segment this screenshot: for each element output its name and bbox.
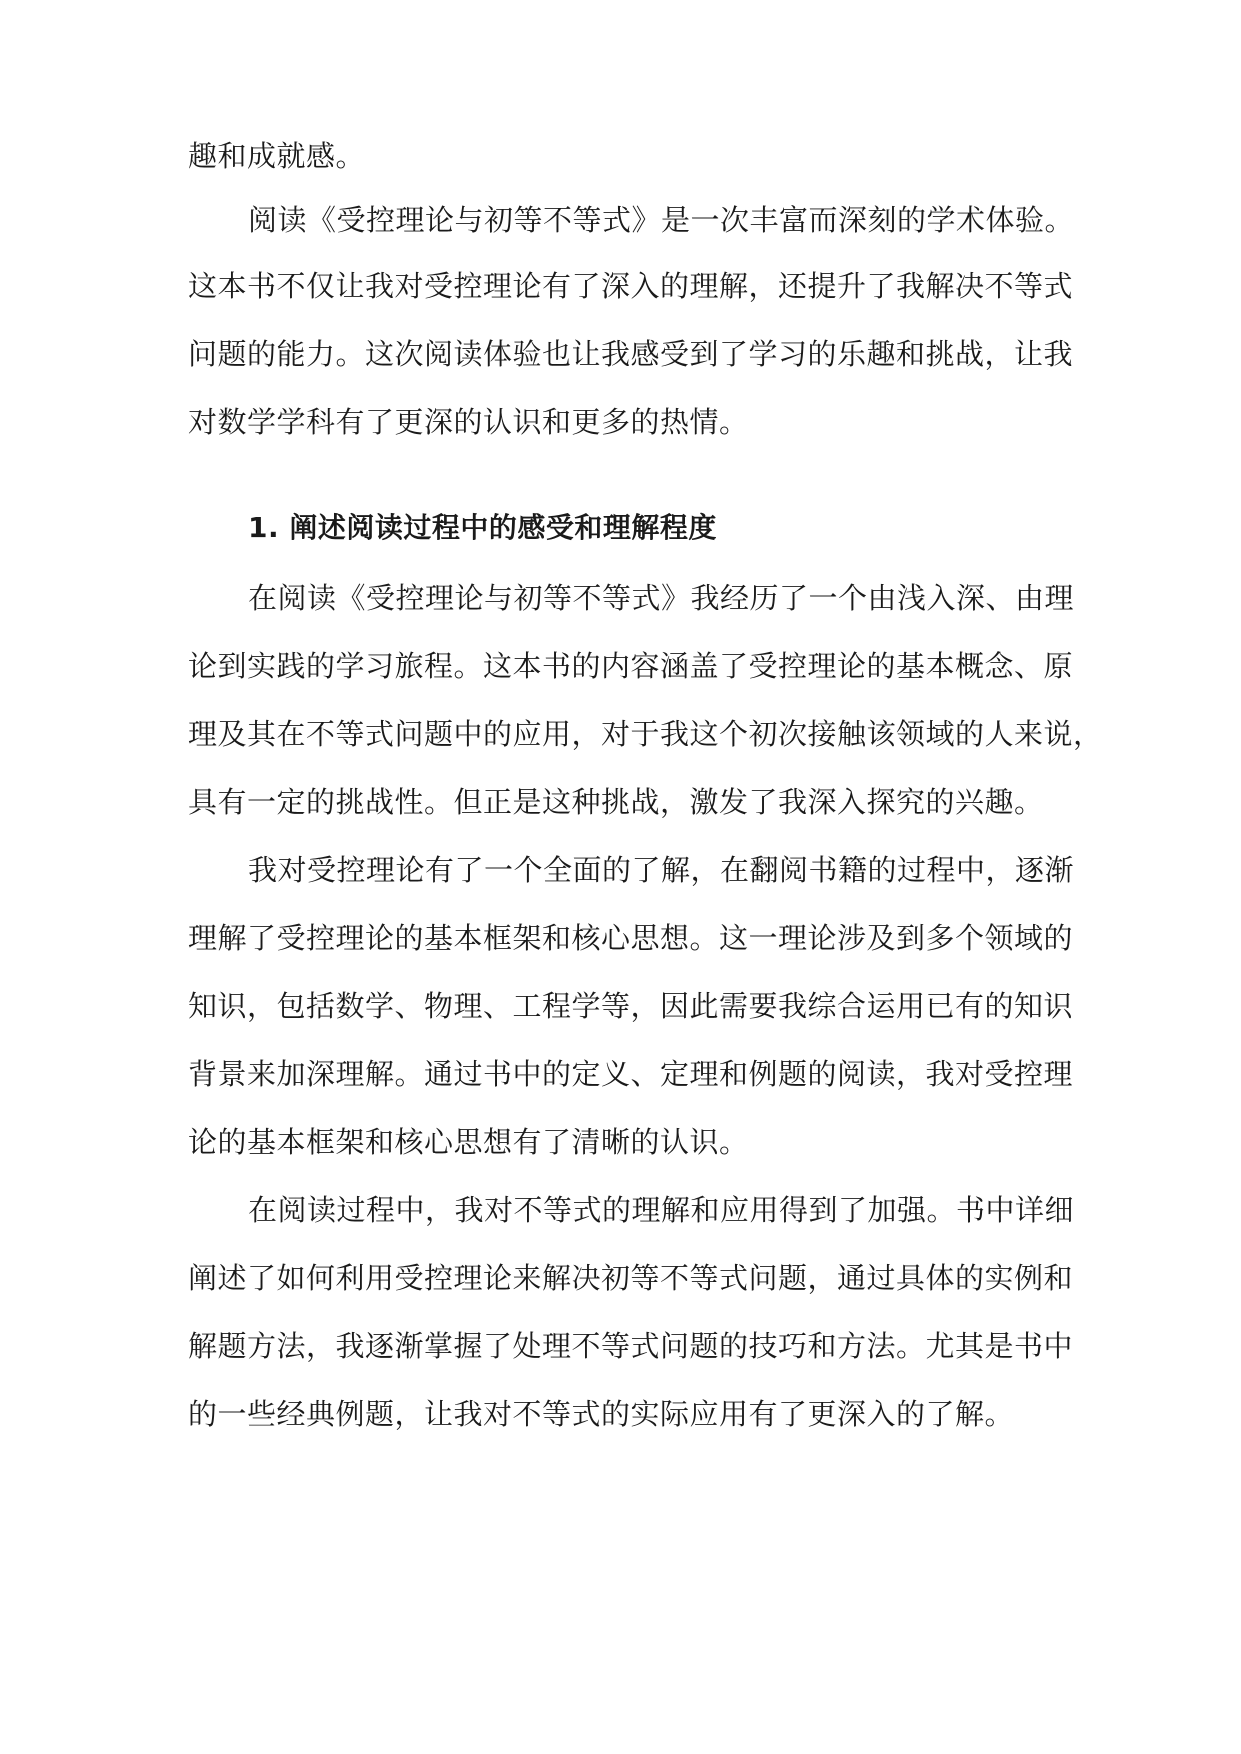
paragraph-line: 具有一定的挑战性。但正是这种挑战，激发了我深入探究的兴趣。 [188, 785, 1044, 819]
paragraph-line: 理解了受控理论的基本框架和核心思想。这一理论涉及到多个领域的 [188, 921, 1074, 955]
paragraph-line: 阐述了如何利用受控理论来解决初等不等式问题，通过具体的实例和 [188, 1261, 1074, 1295]
paragraph-line: 知识，包括数学、物理、工程学等，因此需要我综合运用已有的知识 [188, 989, 1074, 1023]
paragraph-line: 解题方法，我逐渐掌握了处理不等式问题的技巧和方法。尤其是书中 [188, 1329, 1074, 1363]
section-heading: 1. 阐述阅读过程中的感受和理解程度 [248, 511, 717, 544]
paragraph-line: 背景来加深理解。通过书中的定义、定理和例题的阅读，我对受控理 [188, 1057, 1074, 1091]
paragraph-line: 我对受控理论有了一个全面的了解，在翻阅书籍的过程中，逐渐 [248, 853, 1075, 887]
paragraph-line: 趣和成就感。 [188, 139, 366, 173]
paragraph-line: 理及其在不等式问题中的应用，对于我这个初次接触该领域的人来说， [188, 717, 1103, 751]
paragraph-line: 论到实践的学习旅程。这本书的内容涵盖了受控理论的基本概念、原 [188, 649, 1074, 683]
paragraph-line: 这本书不仅让我对受控理论有了深入的理解，还提升了我解决不等式 [188, 269, 1074, 303]
paragraph-line: 论的基本框架和核心思想有了清晰的认识。 [188, 1125, 749, 1159]
paragraph-line: 问题的能力。这次阅读体验也让我感受到了学习的乐趣和挑战，让我 [188, 337, 1074, 371]
paragraph-line: 阅读《受控理论与初等不等式》是一次丰富而深刻的学术体验。 [248, 203, 1075, 237]
paragraph-line: 对数学学科有了更深的认识和更多的热情。 [188, 405, 749, 439]
paragraph-line: 在阅读《受控理论与初等不等式》我经历了一个由浅入深、由理 [248, 581, 1075, 615]
paragraph-line: 在阅读过程中，我对不等式的理解和应用得到了加强。书中详细 [248, 1193, 1075, 1227]
paragraph-line: 的一些经典例题，让我对不等式的实际应用有了更深入的了解。 [188, 1397, 1015, 1431]
